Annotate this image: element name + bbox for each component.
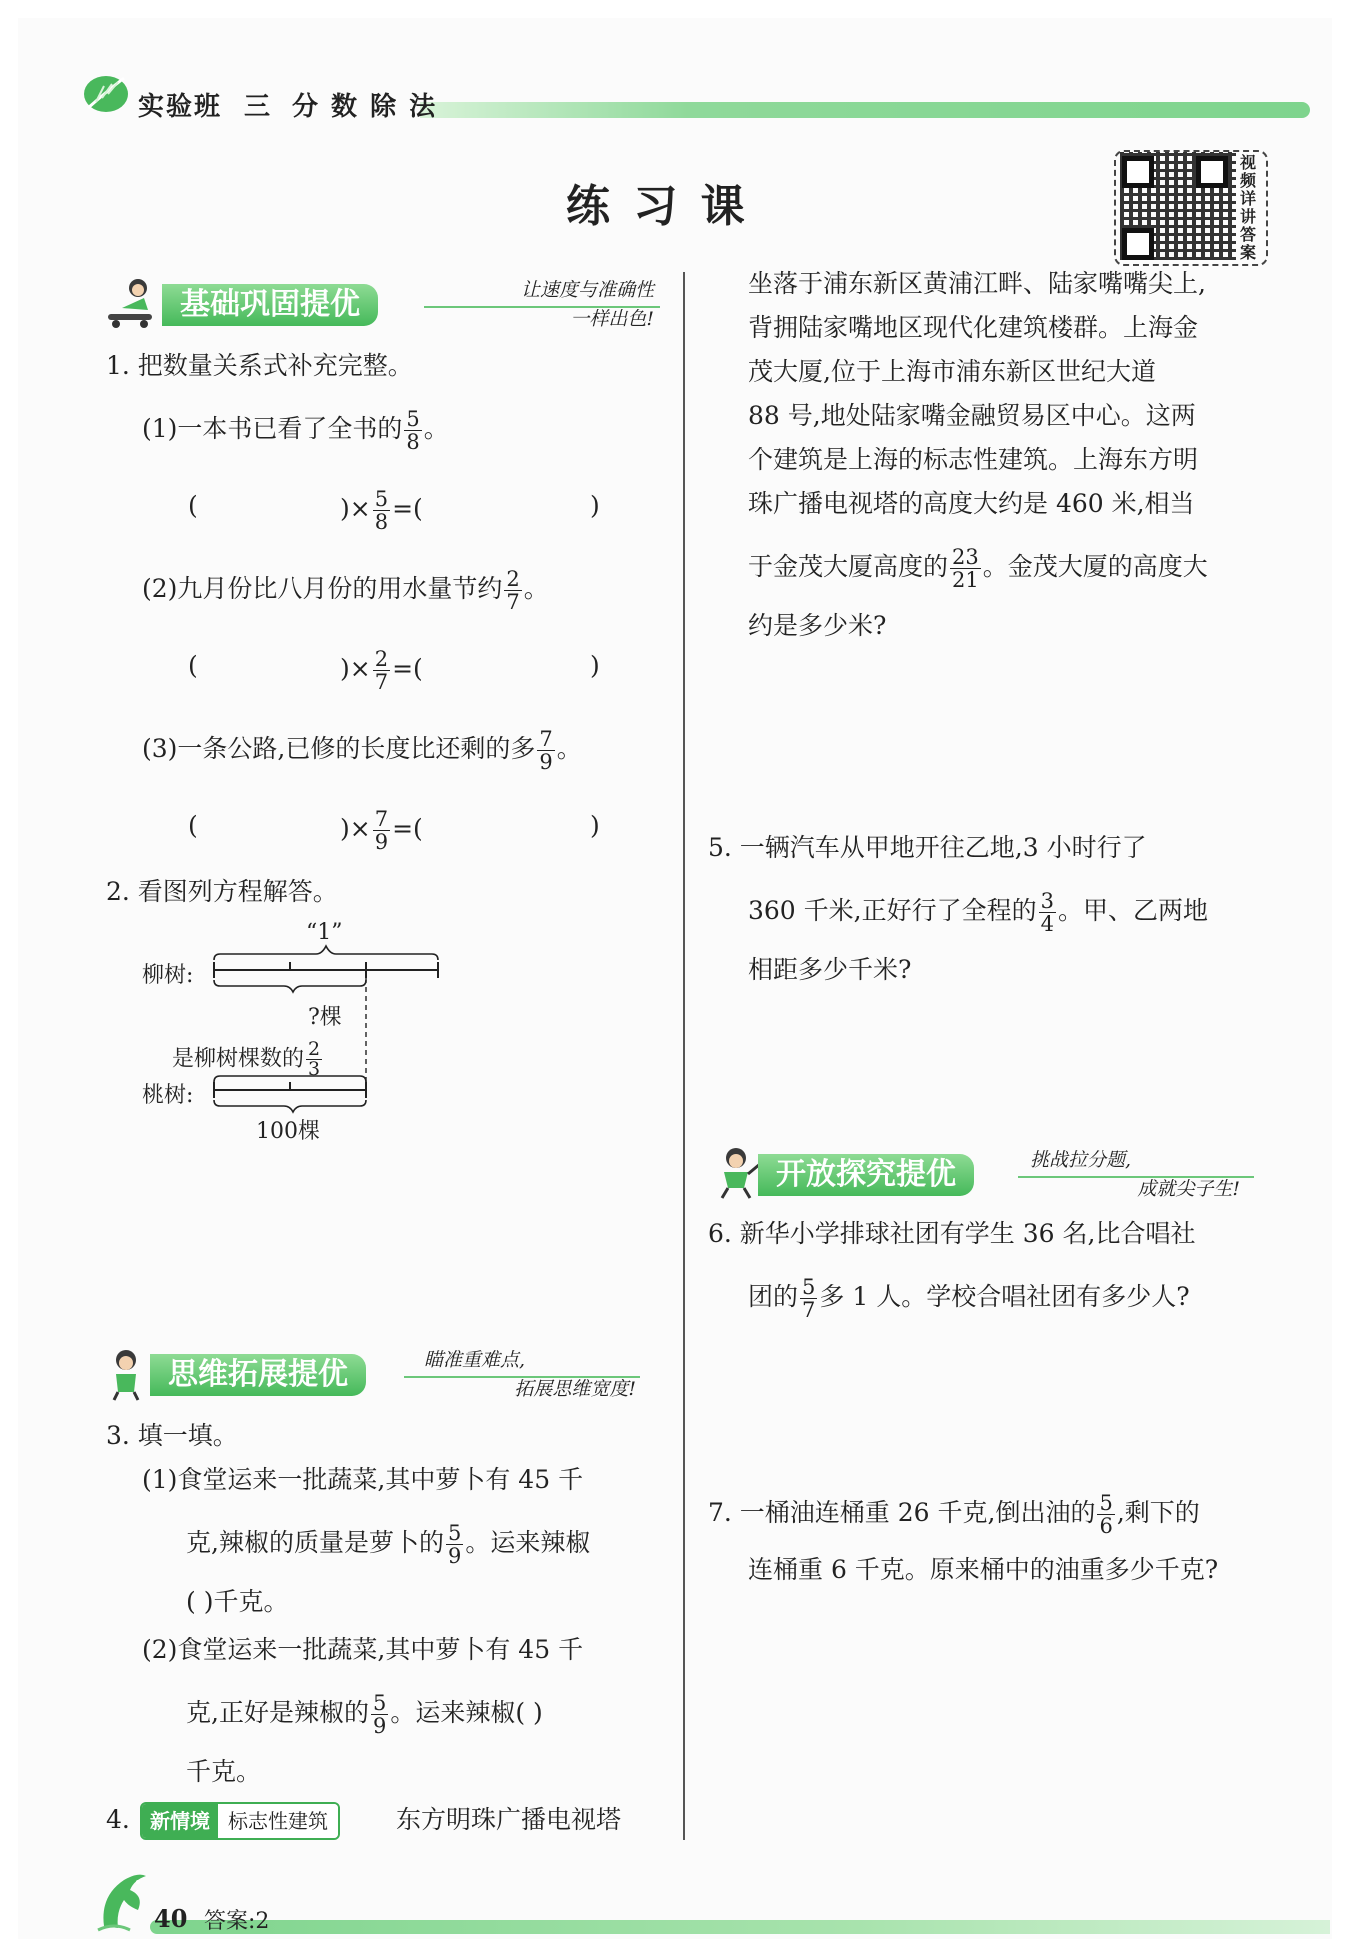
denominator: 3	[308, 1058, 321, 1080]
fraction	[800, 1276, 817, 1321]
fraction	[446, 1522, 463, 1567]
equation-1	[340, 488, 423, 533]
question-7-line-1	[708, 1492, 1200, 1537]
question-6-line-1: 6. 新华小学排球社团有学生 36 名,比合唱社	[708, 1219, 1196, 1248]
page-number: 40	[154, 1904, 188, 1933]
blank-left-paren: (	[188, 651, 198, 680]
denominator: 9	[539, 750, 553, 774]
section-slogan	[414, 1346, 636, 1404]
tag-topic: 标志性建筑	[218, 1804, 338, 1838]
fraction	[373, 488, 390, 533]
fraction	[537, 728, 554, 773]
part-text: 。运来辣椒	[465, 1528, 591, 1557]
series-name: 实验班	[138, 92, 223, 122]
section-slogan	[444, 276, 654, 334]
question-4-number: 4.	[106, 1805, 130, 1834]
question-4-line-5: 个建筑是上海的标志性建筑。上海东方明	[748, 445, 1199, 474]
question-3-part-1-line-2	[186, 1522, 590, 1567]
question-4-line-8: 约是多少米?	[748, 611, 887, 640]
slogan-underline	[1018, 1176, 1254, 1178]
numerator: 2	[506, 567, 520, 591]
numerator: 5	[372, 1691, 387, 1715]
question-4-line-3: 茂大厦,位于上海市浦东新区世纪大道	[748, 357, 1156, 386]
section-banner-basic	[104, 279, 664, 330]
new-context-tag	[140, 1802, 340, 1840]
section-title: 开放探究提优	[758, 1154, 974, 1196]
question-4-line-7	[748, 546, 1208, 591]
peach-count-label: 100棵	[256, 1119, 320, 1144]
header-bar	[420, 102, 1310, 118]
page-title: 练 习 课	[566, 181, 749, 232]
unit-one-label: “1”	[306, 920, 343, 945]
question-4-line-2: 背拥陆家嘴地区现代化建筑楼群。上海金	[748, 313, 1199, 342]
slogan-line: 瞄准重难点,	[424, 1349, 526, 1371]
denominator: 7	[802, 1298, 816, 1322]
skateboard-kid-icon	[104, 274, 160, 330]
denominator: 8	[374, 510, 389, 534]
fraction	[1097, 1492, 1114, 1537]
part-text: 。甲、乙两地	[1058, 896, 1209, 925]
equation-2	[340, 648, 423, 693]
numerator: 5	[1099, 1491, 1113, 1515]
question-3-stem: 3. 填一填。	[106, 1421, 238, 1450]
blank-right-paren: )	[590, 491, 600, 520]
blank-left-paren: (	[188, 491, 198, 520]
qr-corner-icon	[1196, 156, 1228, 188]
numerator: 23	[952, 545, 979, 569]
slogan-line: 让速度与准确性	[520, 279, 654, 301]
unit-topic: 分 数 除 法	[292, 92, 438, 122]
section-slogan	[1030, 1146, 1240, 1204]
blank-right-paren: )	[590, 651, 600, 680]
numerator: 7	[539, 727, 553, 751]
numerator: 3	[1040, 889, 1054, 913]
part-text: 360 千米,正好行了全程的	[748, 896, 1037, 925]
denominator: 4	[1040, 912, 1054, 936]
numerator: 5	[447, 1521, 462, 1545]
numerator: 5	[406, 407, 420, 431]
part-text: 。金茂大厦的高度大	[982, 552, 1208, 581]
blank-right-paren: )	[590, 811, 600, 840]
qr-label: 视频详讲答案	[1240, 153, 1257, 262]
slogan-line: 挑战拉分题,	[1030, 1149, 1132, 1171]
part-text: 于金茂大厦高度的	[748, 552, 949, 581]
answer-page-ref: 答案:2	[204, 1909, 270, 1934]
part-text: (2)九月份比八月份的用水量节约	[142, 574, 503, 603]
denominator: 8	[406, 430, 420, 454]
part-text: 多 1 人。学校合唱社团有多少人?	[819, 1282, 1190, 1311]
qr-corner-icon	[1122, 156, 1154, 188]
part-text: ,剩下的	[1116, 1498, 1200, 1527]
explorer-kid-icon	[708, 1144, 764, 1200]
times-sign: )×	[340, 814, 371, 843]
question-3-part-2-line-2	[186, 1692, 543, 1737]
question-1-part-3	[142, 728, 582, 773]
dolphin-icon	[94, 1866, 154, 1936]
slogan-line: 成就尖子生!	[1137, 1178, 1240, 1200]
question-1-part-1	[142, 408, 449, 453]
equation-3	[340, 808, 423, 853]
section-banner-extend	[104, 1349, 644, 1400]
numerator: 5	[802, 1275, 816, 1299]
slogan-underline	[424, 306, 660, 308]
slogan-line: 一样出色!	[570, 308, 654, 330]
equals-sign: =(	[392, 654, 423, 683]
section-banner-open	[708, 1149, 1268, 1200]
tag-label: 新情境	[142, 1804, 218, 1838]
part-text: 。	[556, 734, 582, 763]
slogan-line: 拓展思维宽度!	[514, 1378, 636, 1400]
footer-bar	[150, 1920, 1330, 1934]
question-7-line-2: 连桶重 6 千克。原来桶中的油重多少千克?	[748, 1555, 1219, 1584]
part-text: 克,正好是辣椒的	[186, 1698, 369, 1727]
part-text: 。	[523, 574, 549, 603]
part-text: 7. 一桶油连桶重 26 千克,倒出油的	[708, 1498, 1096, 1527]
column-divider	[683, 272, 685, 1840]
section-title: 基础巩固提优	[162, 284, 378, 326]
blank-left-paren: (	[188, 811, 198, 840]
question-1-stem: 1. 把数量关系式补充完整。	[106, 351, 413, 380]
denominator: 21	[952, 568, 979, 592]
part-text: 克,辣椒的质量是萝卜的	[186, 1528, 444, 1557]
fraction	[404, 408, 421, 453]
unknown-count-label: ?棵	[308, 1005, 342, 1030]
part-text: (1)一本书已看了全书的	[142, 414, 403, 443]
question-6-line-2	[748, 1276, 1190, 1321]
question-4-line-1: 坐落于浦东新区黄浦江畔、陆家嘴嘴尖上,	[748, 269, 1206, 298]
willow-label: 柳树:	[142, 963, 194, 988]
times-sign: )×	[340, 494, 371, 523]
denominator: 6	[1099, 1514, 1113, 1538]
equals-sign: =(	[392, 814, 423, 843]
numerator: 2	[374, 647, 389, 671]
ratio-label	[172, 1040, 324, 1079]
part-text: 。运来辣椒( )	[390, 1698, 543, 1727]
denominator: 7	[506, 590, 520, 614]
question-5-line-3: 相距多少千米?	[748, 955, 912, 984]
fraction	[373, 648, 390, 693]
question-4-line-4: 88 号,地处陆家嘴金融贸易区中心。这两	[748, 401, 1196, 430]
numerator: 2	[308, 1038, 321, 1060]
numerator: 5	[374, 487, 389, 511]
part-text: 。	[423, 414, 449, 443]
denominator: 9	[447, 1544, 462, 1568]
question-1-part-2	[142, 568, 549, 613]
fraction	[504, 568, 521, 613]
part-text: (3)一条公路,已修的长度比还剩的多	[142, 734, 536, 763]
unit-number: 三	[244, 92, 273, 122]
question-5-line-1: 5. 一辆汽车从甲地开往乙地,3 小时行了	[708, 833, 1147, 862]
denominator: 9	[374, 830, 389, 854]
peach-label: 桃树:	[142, 1083, 194, 1108]
fraction	[950, 546, 981, 591]
question-2-stem: 2. 看图列方程解答。	[106, 877, 338, 906]
equals-sign: =(	[392, 494, 423, 523]
question-3-part-2-line-3: 千克。	[186, 1757, 262, 1786]
slogan-underline	[404, 1376, 640, 1378]
question-3-part-1-line-3: ( )千克。	[186, 1587, 289, 1616]
fraction	[371, 1692, 388, 1737]
times-sign: )×	[340, 654, 371, 683]
section-title: 思维拓展提优	[150, 1354, 366, 1396]
part-text: 团的	[748, 1282, 799, 1311]
question-5-line-2	[748, 890, 1208, 935]
ratio-text: 是柳树棵数的	[172, 1046, 305, 1072]
question-3-part-1-line-1: (1)食堂运来一批蔬菜,其中萝卜有 45 千	[142, 1465, 584, 1494]
question-3-part-2-line-1: (2)食堂运来一批蔬菜,其中萝卜有 45 千	[142, 1635, 584, 1664]
qr-corner-icon	[1122, 228, 1154, 260]
denominator: 7	[374, 670, 389, 694]
question-4-line-0: 东方明珠广播电视塔	[396, 1805, 622, 1834]
numerator: 7	[374, 807, 389, 831]
fraction	[373, 808, 390, 853]
fraction	[306, 1040, 322, 1079]
leaf-logo-icon	[82, 72, 130, 116]
question-4-line-6: 珠广播电视塔的高度大约是 460 米,相当	[748, 489, 1195, 518]
denominator: 9	[372, 1714, 387, 1738]
fraction	[1039, 890, 1056, 935]
